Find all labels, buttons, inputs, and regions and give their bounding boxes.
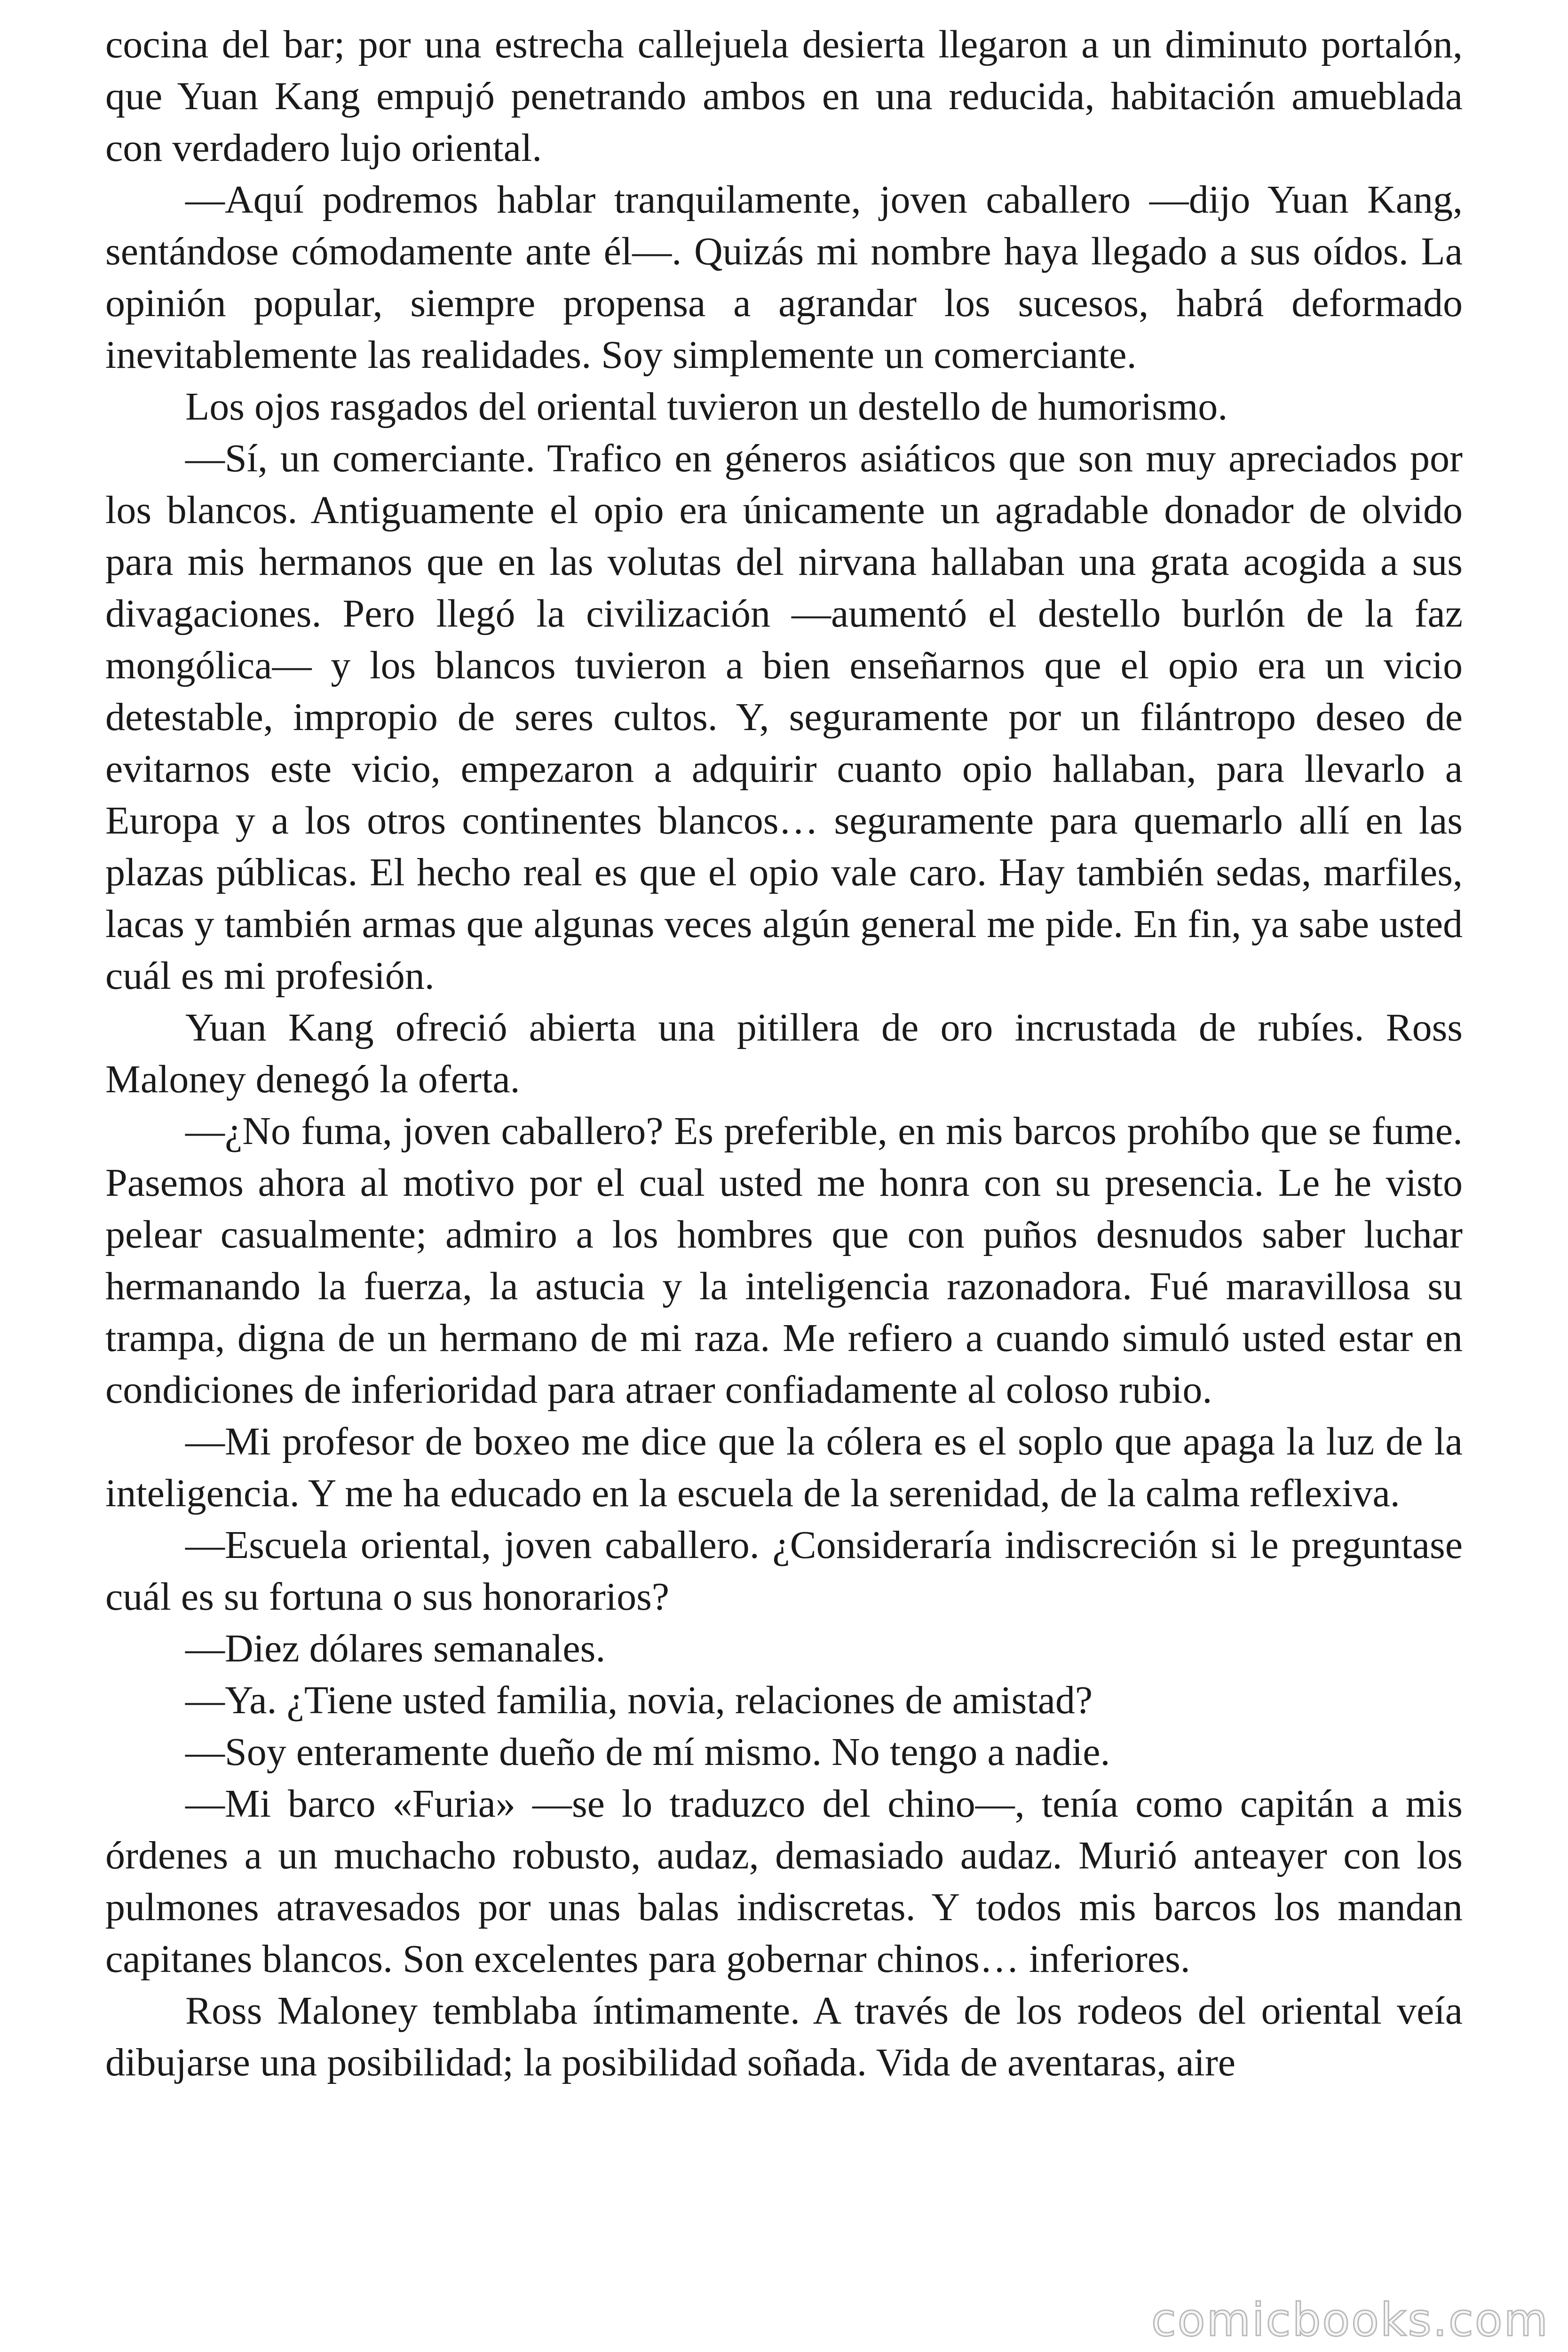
paragraph: —Soy enteramente dueño de mí mismo. No tengo a nadie. <box>185 1730 1110 1774</box>
paragraph: —Sí, un comerciante. Trafico en géneros asiáticos que son muy apreciados por los blancos. Antiguamente el opio era únicamente un agradable donador de olvido para mis hermanos que en las volutas del nirvana hallaban una grata acogida a sus divagaciones. Pero llegó la civilización —aumentó el destello burlón de la faz mongólica— y los blancos tuvieron a bien enseñarnos que el opio era un vicio detestable, impropio de seres cultos. Y, seguramente por un filántropo deseo de evitarnos este vicio, empezaron a adquirir cuanto opio hallaban, para llevarlo a Europa y a los otros continentes blancos… seguramente para quemarlo allí en las plazas públicas. El hecho real es que el opio vale caro. Hay también sedas, marfiles, lacas y también armas que algunas veces algún general me pide. En fin, ya sabe usted cuál es mi profesión. <box>105 437 1463 998</box>
paragraph: cocina del bar; por una estrecha callejuela desierta llegaron a un diminuto portalón, que Yuan Kang empujó penetrando ambos en una reducida, habitación amueblada con verdadero lujo oriental. <box>105 23 1463 170</box>
paragraph: —Escuela oriental, joven caballero. ¿Consideraría indiscreción si le preguntase cuál es su fortuna o sus honorarios? <box>105 1523 1463 1619</box>
paragraph: —Diez dólares semanales. <box>185 1627 606 1670</box>
paragraph: —Mi barco «Furia» —se lo traduzco del chino—, tenía como capitán a mis órdenes a un muchacho robusto, audaz, demasiado audaz. Murió anteayer con los pulmones atravesados por unas balas indiscretas. Y todos mis barcos los mandan capitanes blancos. Son excelentes para gobernar chinos… inferiores. <box>105 1782 1463 1981</box>
paragraph: Los ojos rasgados del oriental tuvieron un destello de humorismo. <box>185 385 1228 429</box>
paragraph: —Aquí podremos hablar tranquilamente, joven caballero —dijo Yuan Kang, sentándose cómodamente ante él—. Quizás mi nombre haya llegado a sus oídos. La opinión popular, siempre propensa a agrandar los sucesos, habrá deformado inevitablemente las realidades. Soy simplemente un comerciante. <box>105 178 1463 377</box>
paragraph: —Mi profesor de boxeo me dice que la cólera es el soplo que apaga la luz de la inteligencia. Y me ha educado en la escuela de la serenidad, de la calma reflexiva. <box>105 1420 1463 1515</box>
paragraph: —¿No fuma, joven caballero? Es preferible, en mis barcos prohíbo que se fume. Pasemos ahora al motivo por el cual usted me honra con su presencia. Le he visto pelear casualmente; admiro a los hombres que con puños desnudos saber luchar hermanando la fuerza, la astucia y la inteligencia razonadora. Fué maravillosa su trampa, digna de un hermano de mi raza. Me refiero a cuando simuló usted estar en condiciones de inferioridad para atraer confiadamente al coloso rubio. <box>105 1109 1463 1412</box>
book-page-body <box>105 19 1463 2089</box>
watermark: comicbooks.com <box>1151 2294 1549 2346</box>
paragraph: —Ya. ¿Tiene usted familia, novia, relaciones de amistad? <box>185 1678 1093 1722</box>
paragraph: Ross Maloney temblaba íntimamente. A través de los rodeos del oriental veía dibujarse una posibilidad; la posibilidad soñada. Vida de aventaras, aire <box>105 1989 1463 2084</box>
paragraph: Yuan Kang ofreció abierta una pitillera de oro incrustada de rubíes. Ross Maloney denegó la oferta. <box>105 1006 1463 1101</box>
